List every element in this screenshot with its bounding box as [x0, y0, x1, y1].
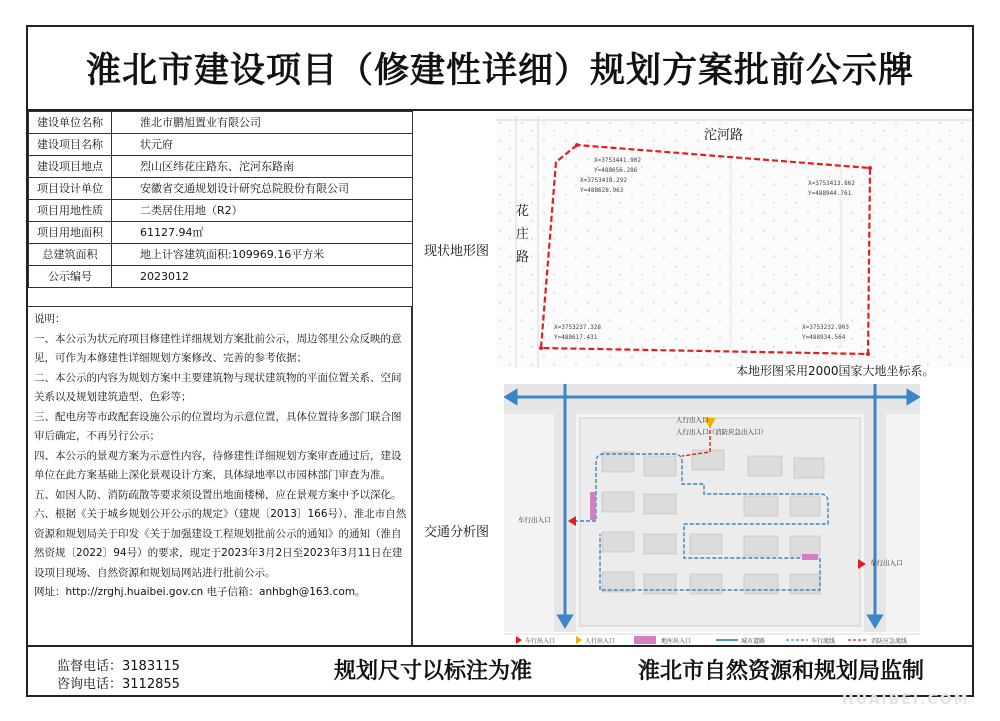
basement-entrance	[802, 554, 818, 560]
info-value: 烈山区纬花庄路东、沱河东路南	[112, 156, 413, 178]
coord-y: Y=488934.564	[802, 334, 846, 341]
info-key: 建设项目地点	[29, 156, 112, 178]
note-contact: 网址：http://zrghj.huaibei.gov.cn 电子信箱：anhbgh@163.com。	[34, 586, 366, 598]
footer-dimension-note: 规划尺寸以标注为准	[334, 659, 533, 684]
legend-item: 车行流线	[811, 638, 836, 645]
table-row	[29, 266, 413, 288]
info-value: 安徽省交通规划设计研究总院股份有限公司	[112, 178, 413, 200]
legend-item: 消防应急流线	[871, 638, 908, 645]
info-value: 二类居住用地（R2）	[112, 200, 413, 222]
topo-map-label: 现状地形图	[424, 244, 490, 259]
info-key: 建设单位名称	[29, 112, 112, 134]
info-key: 总建筑面积	[29, 244, 112, 266]
coord-x: X=3753441.902	[594, 157, 641, 164]
info-key: 建设项目名称	[29, 134, 112, 156]
table-row	[29, 134, 413, 156]
footer-issuer: 淮北市自然资源和规划局监制	[638, 659, 925, 684]
supervise-phone: 监督电话：3183115	[57, 659, 180, 674]
info-key: 项目用地面积	[29, 222, 112, 244]
info-value: 状元府	[112, 134, 413, 156]
coord-y: Y=488628.963	[580, 187, 624, 194]
basement-entrance	[590, 492, 596, 520]
note-item: 六、根据《关于城乡规划公开公示的规定》（建规〔2013〕166号）、淮北市自然资源和规划局关于印发《关于加强建设工程规划批前公示的通知》的通知（淮自然资规〔2022〕94号）的要求，现定于2023年3月2日至2023年3月11日在建设项目现场、自然资源和规划局网站进行批前公示。	[34, 508, 407, 579]
ped-entrance-label: 人行出入口	[676, 416, 709, 424]
table-row	[29, 112, 413, 134]
info-value: 地上计容建筑面积:109969.16平方米	[112, 244, 413, 266]
car-entrance-label-east: 车行出入口	[870, 559, 903, 567]
table-row	[29, 222, 413, 244]
note-item: 一、本公示为状元府项目修建性详细规划方案批前公示，周边邻里公众反映的意见，可作为本修建性详细规划方案修改、完善的参考依据；	[34, 332, 402, 364]
coord-x: X=3753237.328	[554, 324, 601, 331]
info-key: 项目用地性质	[29, 200, 112, 222]
coord-y: Y=488656.286	[594, 167, 638, 174]
table-row	[29, 178, 413, 200]
legend-item: 地库出入口	[661, 638, 692, 645]
column-divider	[412, 111, 413, 645]
info-key: 公示编号	[29, 266, 112, 288]
road-label-huazhuang: 花 庄 路	[516, 204, 530, 265]
coord-x: X=3753413.862	[808, 180, 855, 187]
table-row	[29, 244, 413, 266]
legend-item: 车行出入口	[525, 638, 556, 645]
legend-item: 人行出入口	[585, 638, 616, 645]
info-key: 项目设计单位	[29, 178, 112, 200]
note-item: 二、本公示的内容为规划方案中主要建筑物与现状建筑物的平面位置关系、空间关系以及规划建筑造型、色彩等；	[34, 371, 402, 403]
coordinate-system-caption: 本地形图采用2000国家大地坐标系。	[736, 364, 935, 378]
coord-x: X=3753232.903	[802, 324, 849, 331]
page-title: 淮北市建设项目（修建性详细）规划方案批前公示牌	[28, 27, 972, 111]
note-item: 三、配电房等市政配套设施公示的位置均为示意位置，具体位置待多部门联合图审后确定，不再另行公示；	[34, 410, 402, 442]
traffic-map-label: 交通分析图	[424, 525, 490, 540]
site-watermark: HUAIBEI.COM	[842, 692, 970, 708]
project-info-table	[28, 111, 413, 288]
topographic-map	[496, 116, 972, 368]
note-item: 四、本公示的景观方案为示意性内容，待修建性详细规划方案审查通过后，建设单位在此方案基础上深化景观设计方案，具体绿地率以市园林部门审查为准。	[34, 449, 402, 481]
note-item: 五、如因人防、消防疏散等要求须设置出地面楼梯，应在景观方案中予以深化。	[34, 488, 402, 501]
ped-fire-entrance-label: 人行出入口（消防应急出入口）	[676, 428, 767, 436]
table-row	[29, 200, 413, 222]
consult-phone: 咨询电话：3112855	[57, 677, 180, 692]
coord-y: Y=488944.761	[808, 190, 852, 197]
notes-heading: 说明：	[34, 313, 66, 325]
road-label-tuohe: 沱河路	[704, 128, 744, 143]
table-row	[29, 156, 413, 178]
info-value: 61127.94㎡	[112, 222, 413, 244]
coord-x: X=3753418.292	[580, 177, 627, 184]
traffic-analysis-map	[504, 384, 920, 646]
info-value: 淮北市鹏旭置业有限公司	[112, 112, 413, 134]
info-value: 2023012	[112, 266, 413, 288]
notes-section	[28, 306, 412, 645]
coord-y: Y=488617.431	[554, 334, 598, 341]
legend-item: 城市道路	[741, 638, 766, 645]
car-entrance-label-west: 车行出入口	[518, 516, 551, 524]
